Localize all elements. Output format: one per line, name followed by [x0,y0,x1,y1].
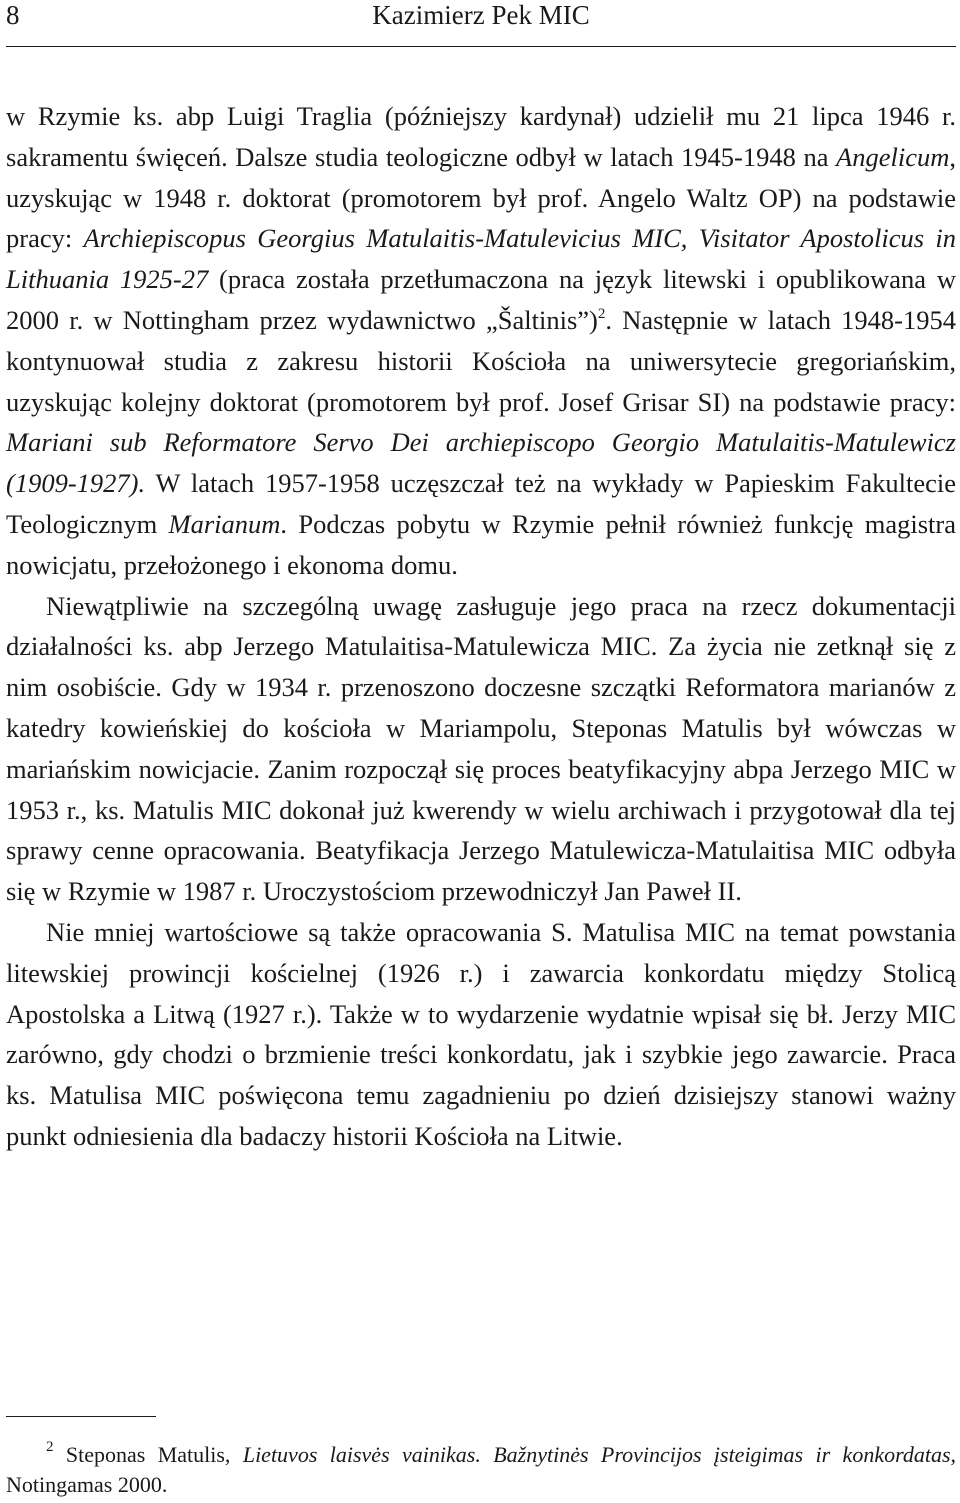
italic-term: Angelicum [836,141,950,172]
footnote-title: Lietuvos laisvės vainikas. Bažnytinės Provincijos įsteigimas ir konkordatas [242,1442,951,1467]
italic-term: Marianum [168,508,281,539]
text-run: w Rzymie ks. abp Luigi Traglia (późniejszy kardynał) udzielił mu 21 lipca 1946 r. sakramentu święceń. Dalsze studia teologiczne odbył w latach 1945-1948 na [6,101,956,172]
running-header [6,0,956,30]
italic-thesis-title: Archiepiscopus Georgius Matulaitis-Matulevicius MIC, Visitator Apostolicus in Lithuania 1925-27 [6,223,956,295]
footnote-rule [6,1416,156,1417]
text-run: W latach 1957-1958 uczęszczał też na wykłady w Papieskim Fakultecie Teologicznym [6,468,956,539]
footnote-reference[interactable]: 2 [597,305,606,322]
text-run: (praca została przetłumaczona na język litewski i opublikowana w 2000 r. w Nottingham przez wydawnictwo „Šaltinis”) [6,264,956,335]
footnote-author: Steponas Matulis, [65,1442,243,1467]
footnote-rest: , Notingamas 2000. [6,1442,957,1497]
text-run: . Podczas pobytu w Rzymie pełnił również funkcję magistra nowicjatu, przełożonego i ekonoma domu. [6,508,956,580]
body-text [6,96,956,1157]
italic-thesis-title: Mariani sub Reformatore Servo Dei archiepiscopo Georgio Matulaitis-Matulewicz (1909-1927). [6,427,956,499]
paragraph-1 [6,96,956,586]
header-rule [6,46,956,47]
page-number: 8 [6,0,20,30]
paragraph-2: Niewątpliwie na szczególną uwagę zasługuje jego praca na rzecz dokumentacji działalności ks. abp Jerzego Matulaitisa-Matulewicza MIC. Za życia nie zetknął się z nim osobiście. Gdy w 1934 r. przenoszono doczesne szczątki Reformatora marianów z katedry kowieńskiej do kościoła w Mariampolu, Steponas Matulis był wówczas w mariańskim nowicjacie. Zanim rozpoczął się proces beatyfikacyjny abpa Jerzego MIC w 1953 r., ks. Matulis MIC dokonał już kwerendy w wielu archiwach i przygotował dla tej sprawy cenne opracowania. Beatyfikacja Jerzego Matulewicza-Matulaitisa MIC odbyła się w Rzymie w 1987 r. Uroczystościom przewodniczył Jan Paweł II. [6,590,956,907]
paragraph-3: Nie mniej wartościowe są także opracowania S. Matulisa MIC na temat powstania litewskiej prowincji kościelnej (1926 r.) i zawarcia konkordatu między Stolicą Apostolska a Litwą (1927 r.). Także w to wydarzenie wydatnie wpisał się bł. Jerzy MIC zarówno, gdy chodzi o brzmienie treści konkordatu, jak i szybkie jego zawarcie. Praca ks. Matulisa MIC poświęcona temu zagadnieniu po dzień dzisiejszy stanowi ważny punkt odniesienia dla badaczy historii Kościoła na Litwie. [6,916,956,1151]
running-title: Kazimierz Pek MIC [372,0,590,30]
document-page [6,0,956,1503]
text-run: , uzyskując w 1948 r. doktorat (promotorem był prof. Angelo Waltz OP) na podstawie pracy: [6,141,956,254]
footnote-number: 2 [46,1439,54,1455]
footnote [6,1440,956,1500]
text-run: . Następnie w latach 1948-1954 kontynuował studia z zakresu historii Kościoła na uniwersytecie gregoriańskim, uzyskując kolejny doktorat (promotorem był prof. Josef Grisar SI) na podstawie pracy: [6,304,956,417]
